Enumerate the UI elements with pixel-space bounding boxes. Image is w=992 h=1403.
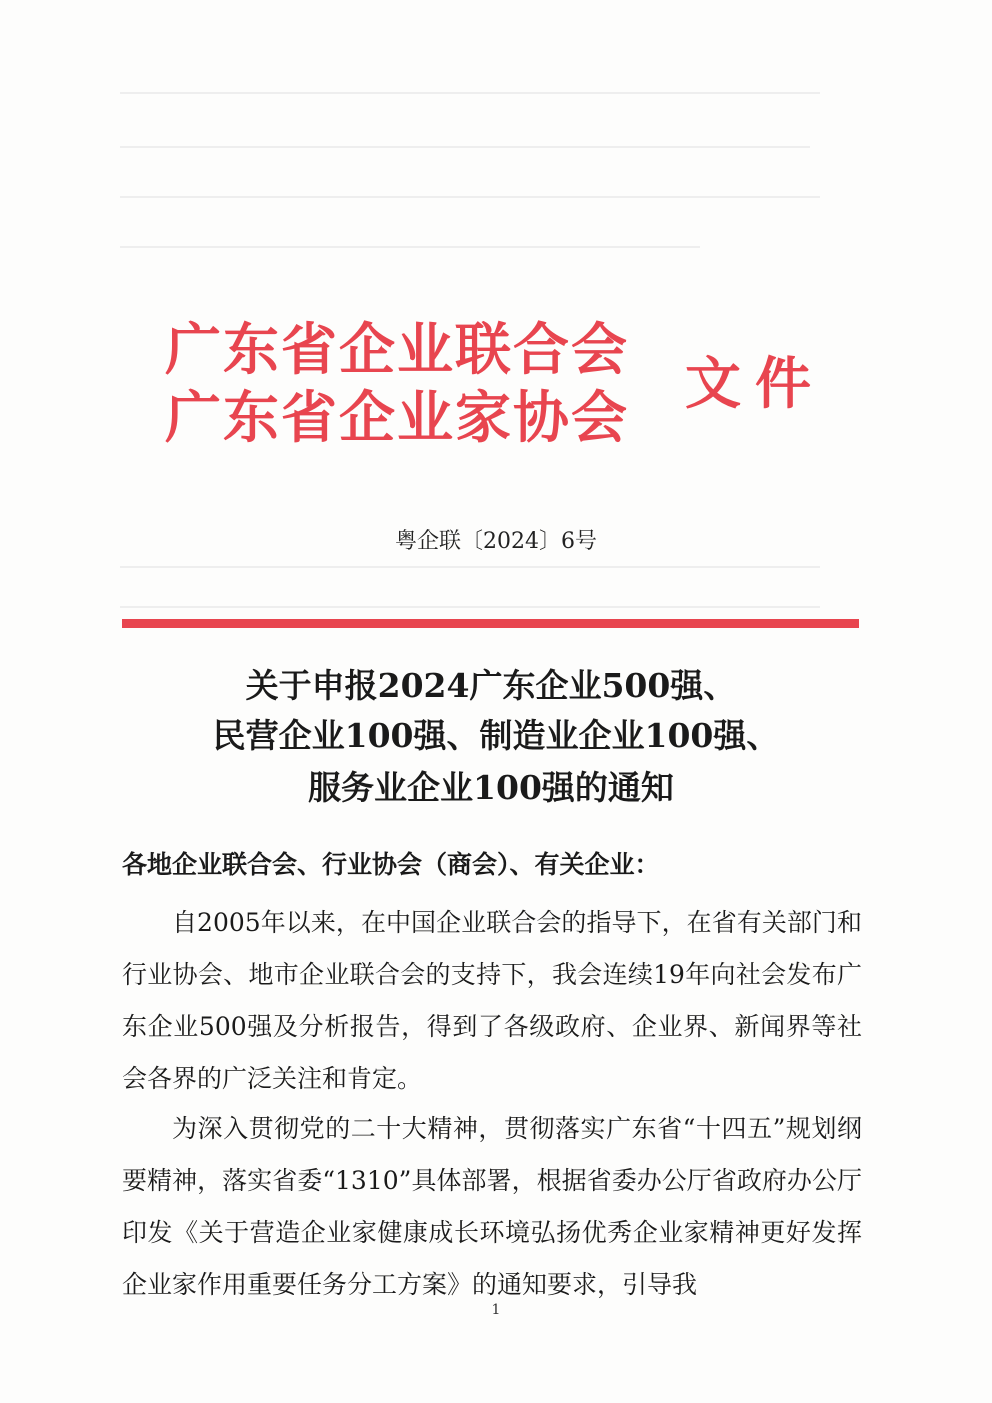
salutation: 各地企业联合会、行业协会（商会）、有关企业： bbox=[122, 850, 660, 879]
bleed-line bbox=[120, 566, 820, 568]
document-number: 粤企联〔2024〕6号 bbox=[395, 529, 597, 554]
bleed-line bbox=[120, 146, 810, 148]
doc-type-label: 文件 bbox=[685, 351, 825, 417]
notice-title-line-2: 民营企业100强、制造业企业100强、 bbox=[212, 716, 780, 755]
bleed-line bbox=[120, 246, 700, 248]
page-number: 1 bbox=[491, 1302, 501, 1318]
notice-title-line-3: 服务业企业100强的通知 bbox=[308, 768, 674, 807]
org-name-2: 广东省企业家协会 bbox=[165, 385, 629, 451]
bleed-line bbox=[120, 196, 820, 198]
org-name-1: 广东省企业联合会 bbox=[165, 317, 629, 383]
bleed-line bbox=[120, 92, 820, 94]
bleed-line bbox=[120, 606, 820, 608]
red-divider bbox=[122, 619, 859, 628]
letterhead bbox=[165, 318, 845, 458]
body-paragraph-1: 自2005年以来，在中国企业联合会的指导下，在省有关部门和行业协会、地市企业联合会的支持下，我会连续19年向社会发布广东企业500强及分析报告，得到了各级政府、企业界、新闻界等社会各界的广泛关注和肯定。 bbox=[122, 908, 862, 1093]
notice-title-line-1: 关于申报2024广东企业500强、 bbox=[245, 666, 737, 705]
body-paragraph-2: 为深入贯彻党的二十大精神，贯彻落实广东省“十四五”规划纲要精神，落实省委“1310”具体部署，根据省委办公厅省政府办公厅印发《关于营造企业家健康成长环境弘扬优秀企业家精神更好发挥企业家作用重要任务分工方案》的通知要求，引导我 bbox=[122, 1114, 862, 1299]
